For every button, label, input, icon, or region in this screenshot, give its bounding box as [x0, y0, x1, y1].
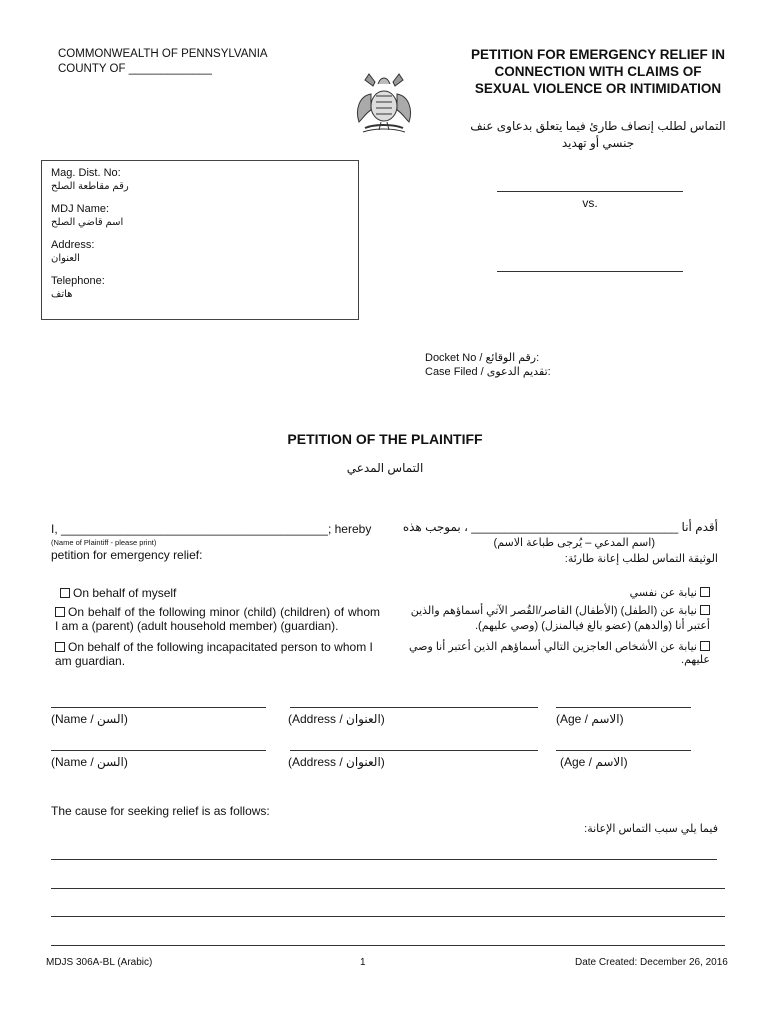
- age-label-1: (Age / الاسم): [556, 712, 624, 726]
- checkbox-incapacitated[interactable]: [55, 642, 65, 652]
- cause-line-1[interactable]: [51, 859, 717, 860]
- name-label-2: (Name / السن): [51, 755, 128, 769]
- petition-heading: PETITION OF THE PLAINTIFF: [287, 431, 483, 447]
- checkbox-minor-arabic[interactable]: [700, 605, 710, 615]
- checkbox-self-arabic[interactable]: [700, 587, 710, 597]
- form-id: MDJS 306A-BL (Arabic): [46, 957, 153, 968]
- option-minor[interactable]: [55, 605, 380, 633]
- docket-block: [425, 351, 551, 379]
- case-filed-label: Case Filed / تقديم الدعوى:: [425, 366, 551, 378]
- jurisdiction-header: [58, 47, 268, 77]
- name-hint-arabic: (اسم المدعي – يُرجى طباعة الاسم): [493, 537, 655, 549]
- plaintiff-name-line[interactable]: I, ________________________________________; hereby: [51, 522, 372, 536]
- address-field-2[interactable]: [290, 750, 538, 751]
- mag-dist-label: Mag. Dist. No:: [51, 167, 121, 179]
- option-self[interactable]: [60, 586, 380, 600]
- date-created: Date Created: December 26, 2016: [575, 957, 728, 968]
- name-hint: (Name of Plaintiff - please print): [51, 538, 157, 547]
- option-self-label: On behalf of myself: [73, 586, 177, 600]
- address-label-arabic: العنوان: [51, 253, 80, 264]
- mdj-name-label: MDJ Name:: [51, 203, 110, 215]
- plaintiff-line[interactable]: [497, 191, 683, 192]
- option-self-label-arabic: نيابة عن نفسي: [629, 587, 697, 599]
- checkbox-minor[interactable]: [55, 607, 65, 617]
- address-label: Address:: [51, 239, 95, 251]
- cause-label-arabic: فيما يلي سبب التماس الإعانة:: [584, 823, 718, 835]
- name-field-1[interactable]: [51, 707, 266, 708]
- age-field-2[interactable]: [556, 750, 691, 751]
- mag-dist-label-arabic: رقم مقاطعة الصلح: [51, 181, 129, 192]
- option-incapacitated-label-arabic: نيابة عن الأشخاص العاجزين التالي أسماؤهم الذين أعتبر أنا وصي عليهم.: [408, 641, 710, 666]
- option-minor-label-arabic: نيابة عن (الطفل) (الأطفال) القاصر/القُصر الآتي أسماؤهم والذين أعتبر أنا (والدهم) (عضو بالغ فيالمنزل) (وصي عليهم).: [410, 605, 710, 632]
- form-title-arabic: التماس لطلب إنصاف طارئ فيما يتعلق بدعاوى عنف جنسي أو تهديد: [470, 119, 726, 150]
- defendant-line[interactable]: [497, 271, 683, 272]
- cause-line-4[interactable]: [51, 945, 725, 946]
- form-title: PETITION FOR EMERGENCY RELIEF IN CONNECTION WITH CLAIMS OF SEXUAL VIOLENCE OR INTIMIDATION: [470, 47, 726, 96]
- cause-line-2[interactable]: [51, 888, 725, 889]
- mdj-name-label-arabic: اسم قاضي الصلح: [51, 217, 124, 228]
- age-label-2: (Age / الاسم): [560, 755, 628, 769]
- cause-line-3[interactable]: [51, 916, 725, 917]
- option-incapacitated-arabic[interactable]: [388, 640, 710, 666]
- docket-number-label: Docket No / رقم الوقائع:: [425, 352, 540, 364]
- petition-heading-arabic: التماس المدعي: [346, 461, 424, 475]
- state-name: COMMONWEALTH OF PENNSYLVANIA: [58, 48, 268, 60]
- option-incapacitated[interactable]: [55, 640, 380, 668]
- petition-purpose: petition for emergency relief:: [51, 548, 203, 562]
- address-label-2: (Address / العنوان): [288, 755, 385, 769]
- option-minor-label: On behalf of the following minor (child) (children) of whom I am a (parent) (adult household member) (guardian).: [55, 605, 380, 633]
- name-field-2[interactable]: [51, 750, 266, 751]
- name-label-1: (Name / السن): [51, 712, 128, 726]
- address-label-1: (Address / العنوان): [288, 712, 385, 726]
- plaintiff-name-line-arabic[interactable]: أقدم أنا _______________________________ ، بموجب هذه: [402, 520, 718, 534]
- cause-label: The cause for seeking relief is as follows:: [51, 804, 270, 818]
- address-field-1[interactable]: [290, 707, 538, 708]
- county-name: COUNTY OF _____________: [58, 63, 212, 75]
- checkbox-incapacitated-arabic[interactable]: [700, 641, 710, 651]
- pennsylvania-seal-icon: [345, 66, 423, 138]
- versus-label: vs.: [582, 196, 598, 210]
- option-self-arabic[interactable]: [388, 586, 710, 599]
- option-incapacitated-label: On behalf of the following incapacitated person to whom I am guardian.: [55, 640, 373, 668]
- option-minor-arabic[interactable]: [388, 604, 710, 634]
- age-field-1[interactable]: [556, 707, 691, 708]
- court-info-box: [41, 160, 359, 320]
- telephone-label: Telephone:: [51, 275, 105, 287]
- telephone-label-arabic: هاتف: [51, 289, 73, 300]
- petition-purpose-arabic: الوثيقة التماس لطلب إعانة طارئة:: [564, 553, 718, 565]
- page-number: 1: [360, 957, 366, 968]
- checkbox-self[interactable]: [60, 588, 70, 598]
